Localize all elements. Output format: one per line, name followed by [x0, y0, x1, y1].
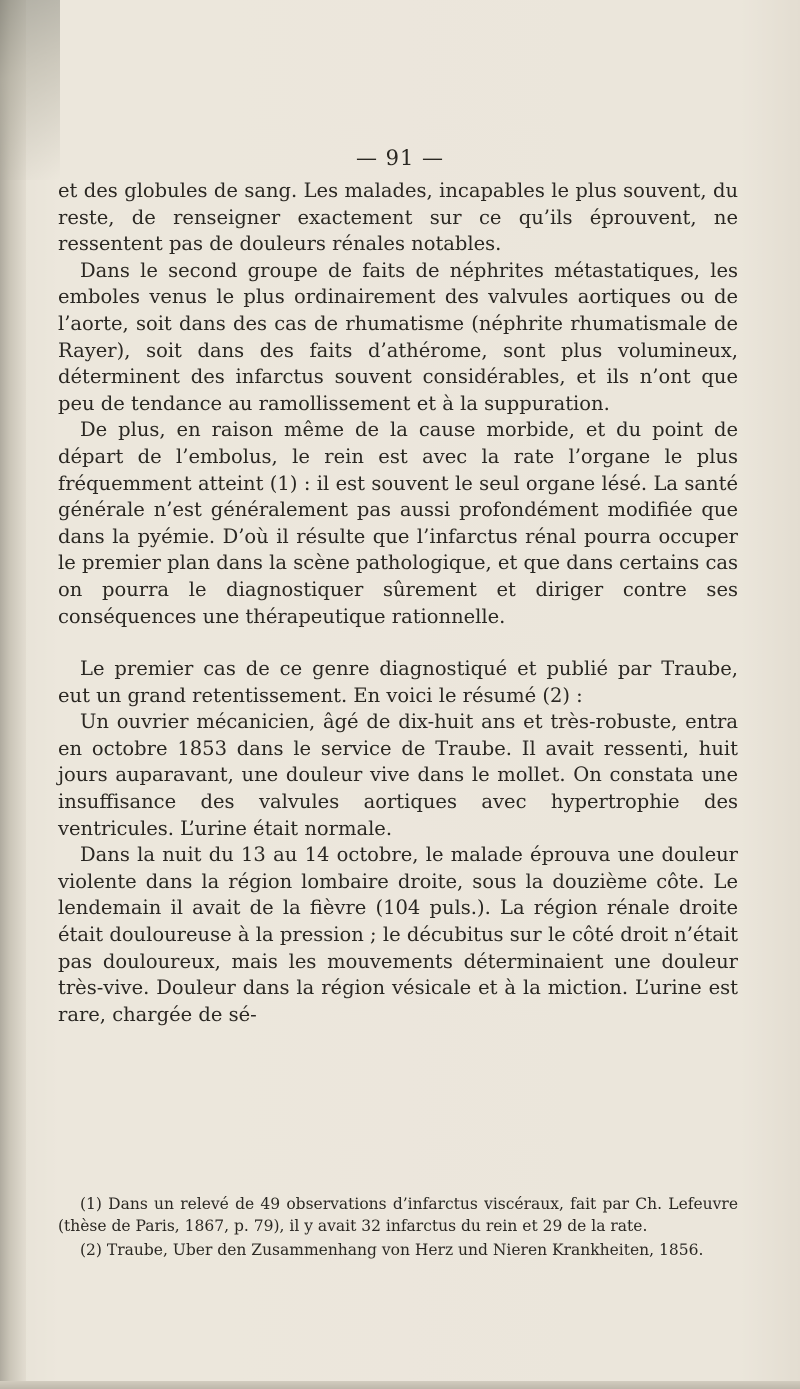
- paragraph-first-case: Le premier cas de ce genre diagnostiqué et publié par Traube, eut un grand retentissement. En voici le résumé (2) :: [58, 657, 738, 707]
- paragraph-worker: Un ouvrier mécanicien, âgé de dix-huit ans et très-robuste, entra en octobre 1853 dans le service de Traube. Il avait ressenti, huit jours auparavant, une douleur vive dans le mollet. On constata une insuffisance des valvules aortiques avec hypertrophie des ventricules. L’urine était normale.: [58, 710, 738, 840]
- page-bottom-edge: [0, 1381, 800, 1389]
- paragraph-moreover: De plus, en raison même de la cause morbide, et du point de départ de l’embolus, le rein est avec la rate l’organe le plus fréquemment atteint (1) : il est souvent le seul organe lésé. La santé générale n’est généralement pas aussi profondément modifiée que dans la pyémie. D’où il résulte que l’infarctus rénal pourra occuper le premier plan dans la scène pathologique, et que dans certains cas on pourra le diagnostiquer sûrement et diriger contre ses conséquences une thérapeutique rationnelle.: [58, 418, 738, 628]
- binding-shadow: [0, 0, 26, 1389]
- paragraph-continuation: et des globules de sang. Les malades, incapables le plus souvent, du reste, de renseigner exactement sur ce qu’ils éprouvent, ne ressentent pas de douleurs rénales notables.: [58, 179, 738, 256]
- footnote-1: (1) Dans un relevé de 49 observations d’infarctus viscéraux, fait par Ch. Lefeuvre (thèse de Paris, 1867, p. 79), il y avait 32 infarctus du rein et 29 de la rate.: [58, 1195, 738, 1235]
- page-number: — 91 —: [355, 146, 445, 170]
- footnote-2: (2) Traube, Uber den Zusammenhang von Herz und Nieren Krankheiten, 1856.: [80, 1240, 704, 1259]
- paragraph-night: Dans la nuit du 13 au 14 octobre, le malade éprouva une douleur violente dans la région lombaire droite, sous la douzième côte. Le lendemain il avait de la fièvre (104 puls.). La région rénale droite était douloureuse à la pression ; le décubitus sur le côté droit n’était pas douloureux, mais les mouvements déterminaient une douleur très-vive. Douleur dans la région vésicale et à la miction. L’urine est rare, chargée de sé-: [58, 843, 738, 1026]
- body-text: [58, 178, 738, 1028]
- paragraph-second-group: Dans le second groupe de faits de néphrites métastatiques, les emboles venus le plus ordinairement des valvules aortiques ou de l’aorte, soit dans des cas de rhumatisme (néphrite rhumatismale de Rayer), soit dans des faits d’athérome, sont plus volumineux, déterminent des infarctus souvent considérables, et ils n’ont que peu de tendance au ramollissement et à la suppuration.: [58, 258, 738, 415]
- footnotes: [58, 1194, 738, 1263]
